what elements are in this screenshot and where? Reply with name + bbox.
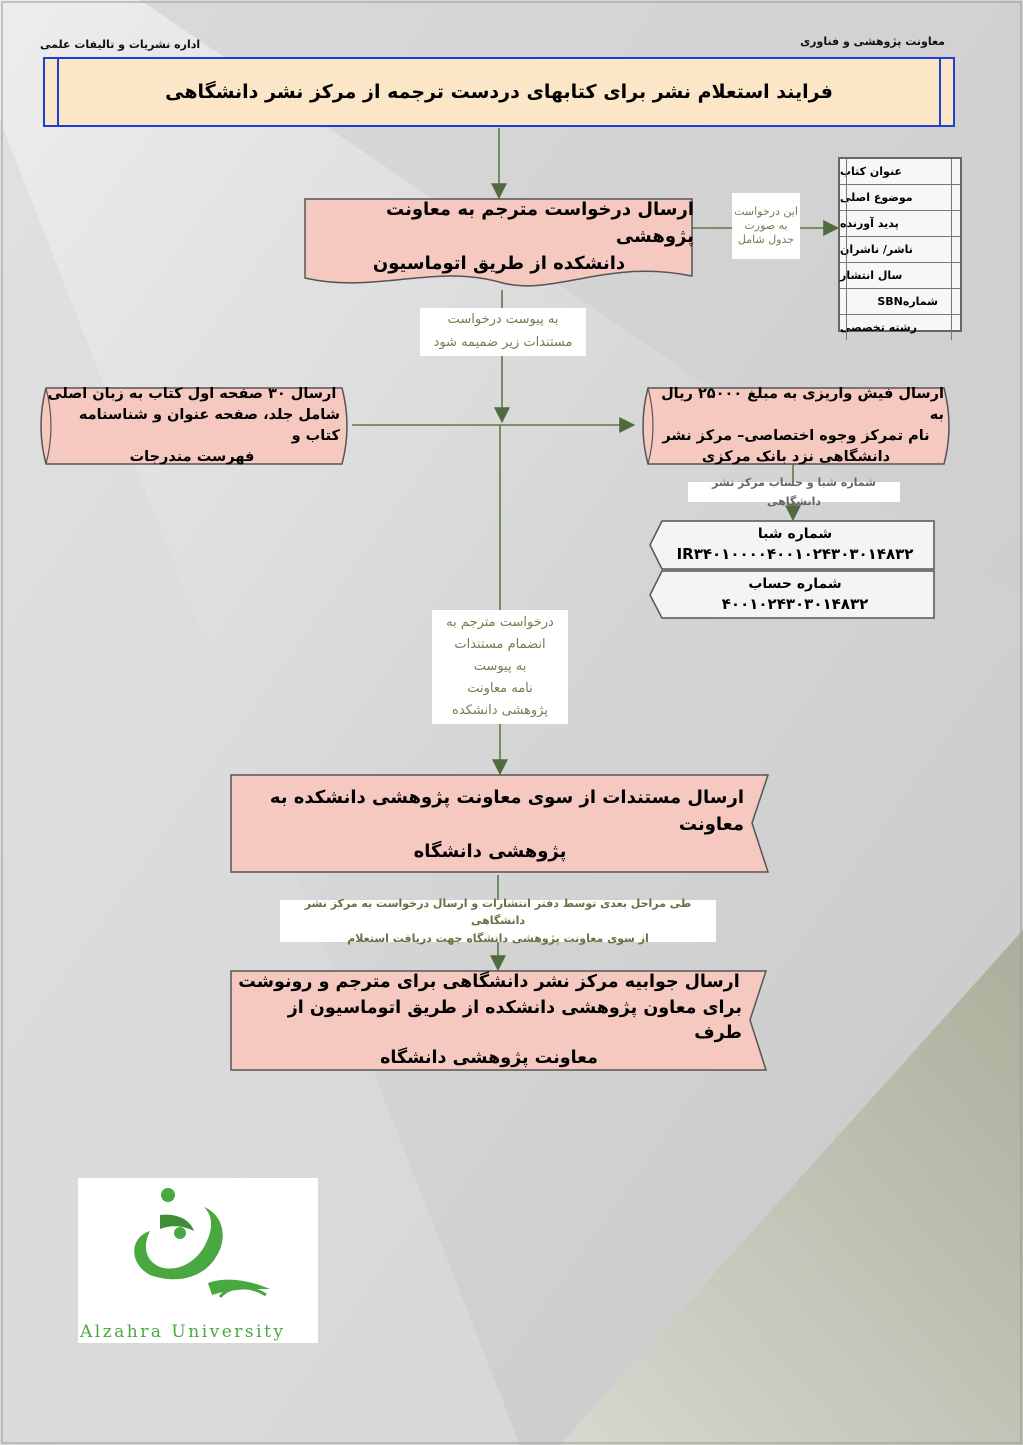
fields-table (838, 157, 962, 332)
step4-line2: برای معاون پژوهشی دانشکده از طریق اتوماسیون از طرف (287, 997, 742, 1043)
step3-box (236, 776, 744, 872)
note-attach-line1: به پیوست درخواست (447, 312, 559, 328)
table-row (840, 289, 960, 315)
note-table-line3: جدول شامل (737, 233, 795, 247)
table-row (840, 211, 960, 237)
table-row (840, 237, 960, 263)
step4-line3: معاونت پژوهشی دانشگاه (380, 1048, 598, 1069)
account-value: ۴۰۰۱۰۲۴۳۰۳۰۱۴۸۳۲ (721, 595, 869, 614)
header-right-label: معاونت پژوهشی و فناوری (800, 35, 945, 48)
note-docs-line2: انضمام مستندات (454, 636, 546, 652)
note-table-line2: به صورت (744, 218, 788, 232)
page-title-text: فرایند استعلام نشر برای کتابهای دردست ترجمه از مرکز نشر دانشگاهی (165, 81, 833, 103)
left-box-line2: شامل جلد، صفحه عنوان و شناسنامه کتاب و (78, 406, 340, 444)
table-cell: عنوان کتاب (840, 165, 902, 178)
account-label: شماره حساب (748, 575, 842, 592)
step4-box (236, 972, 742, 1070)
table-cell: SBNشماره (877, 295, 938, 308)
step1-line1: ارسال درخواست مترجم به معاونت پژوهشی (386, 198, 694, 247)
page-title (43, 57, 955, 127)
note-docs-line1: درخواست مترجم به (446, 614, 554, 630)
table-cell: ناشر/ ناشران (840, 243, 913, 256)
step3-line2: پژوهشی دانشگاه (413, 840, 567, 862)
note-docs (432, 610, 568, 724)
table-cell: پدید آورنده (840, 217, 899, 230)
note-docs-line3: به پیوست (473, 658, 527, 674)
table-cell: رشته تخصصی (840, 321, 918, 334)
right-box-line3: دانشگاهی نزد بانک مرکزی (701, 449, 891, 466)
step1-line2: دانشکده از طریق اتوماسیون (372, 252, 626, 274)
note-docs-line5: پژوهشی دانشکده (452, 703, 548, 719)
left-box-line1: ارسال ۳۰ صفحه اول کتاب به زبان اصلی (47, 385, 337, 402)
note-steps-line1: طی مراحل بعدی توسط دفتر انتشارات و ارسال درخواست به مرکز نشر دانشگاهی (304, 896, 692, 928)
note-table-format (732, 193, 800, 259)
note-attach-line2: مستندات زیر ضمیمه شود (433, 335, 573, 350)
step4-line1: ارسال جوابیه مرکز نشر دانشگاهی برای مترجم و رونوشت (238, 972, 740, 993)
note-attach (420, 308, 586, 356)
note-steps-line2: از سوی معاونت پژوهشی دانشگاه جهت دریافت استعلام (347, 931, 649, 945)
sheba-box (660, 521, 930, 569)
note-docs-line4: نامه معاونت (467, 681, 533, 697)
step3-line1: ارسال مستندات از سوی معاونت پژوهشی دانشکده به معاونت (269, 786, 744, 835)
right-box-line1: ارسال فیش واریزی به مبلغ ۲۵۰۰۰ ریال به (661, 385, 944, 423)
logo-caption: Alzahra University (80, 1322, 286, 1342)
right-box-line2: نام تمرکز وجوه اختصاصی– مرکز نشر (662, 428, 930, 444)
note-account-text: شماره شبا و حساب مرکز نشر دانشگاهی (712, 475, 876, 508)
step1-box (304, 200, 694, 272)
right-box (648, 385, 944, 466)
table-cell: سال انتشار (840, 269, 903, 282)
header-left-label: اداره نشریات و تالیفات علمی (40, 38, 201, 51)
table-row (840, 315, 960, 340)
university-logo-icon (120, 1185, 290, 1315)
note-table-line1: این درخواست (734, 204, 798, 218)
table-cell: موضوع اصلی (840, 191, 913, 204)
sheba-value: IR۳۴۰۱۰۰۰۰۴۰۰۱۰۲۴۳۰۳۰۱۴۸۳۲ (676, 545, 914, 564)
account-box (660, 571, 930, 619)
left-box (44, 385, 340, 466)
sheba-label: شماره شبا (757, 525, 833, 542)
table-row (840, 263, 960, 289)
table-row (840, 159, 960, 185)
table-row (840, 185, 960, 211)
left-box-line3: فهرست مندرجات (129, 449, 255, 466)
note-next-steps (280, 896, 716, 945)
note-account (688, 475, 900, 508)
